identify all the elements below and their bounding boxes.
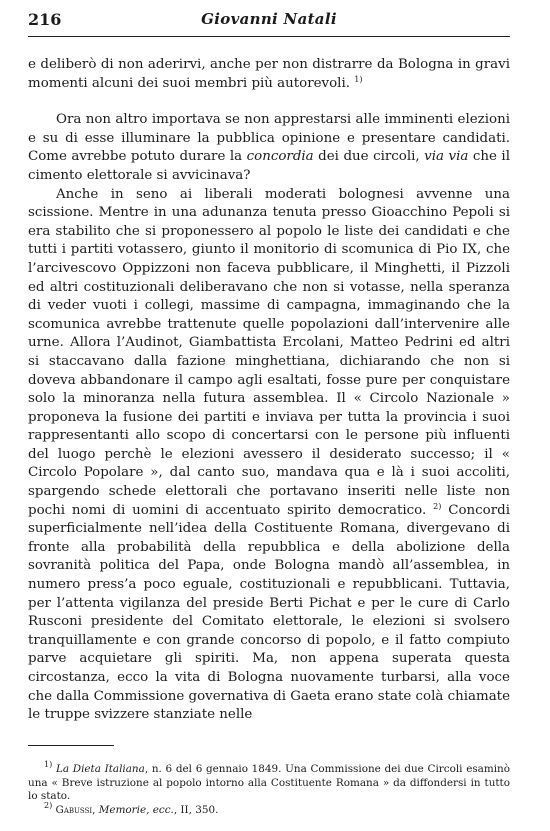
footnote-2-author: Gabussi [55, 803, 93, 816]
footnote-ref-2: 2) [433, 501, 442, 511]
emphasis-via-via: via via [424, 149, 469, 165]
page-header [28, 10, 510, 34]
emphasis-concordia: concordia [246, 149, 314, 165]
footnote-ref-1: 1) [354, 74, 363, 84]
footnote-1: $^{1)}$ La Dieta Italiana, n. 6 del 6 gennaio 1849. Una Commissione dei due Circoli esaminò una « Breve istruzione al popolo intorno alla Costituente Romana » da diffondersi in tutto lo stato. [28, 760, 511, 803]
footnote-1-title: La Dieta Italiana [55, 763, 145, 775]
footnotes [28, 760, 511, 817]
footnote-mark-1: 1) [44, 760, 53, 769]
paragraph-2: Ora non altro importava se non apprestarsi alle imminenti elezioni e su di esse illuminare la pubblica opinione e presentare candidati. Come avrebbe potuto durare la concordia dei due circoli, via via che il cimento elettorale si avvicinava? [28, 112, 510, 183]
footnote-rule [28, 745, 114, 746]
body-text [28, 56, 510, 725]
page-number: 216 [28, 10, 62, 29]
header-rule [28, 36, 510, 37]
footnote-2: $^{2)}$ Gabussi, Memorie, ecc., II, 350. [44, 800, 219, 816]
paragraph-3: Anche in seno ai liberali moderati bolognesi avvenne una scissione. Mentre in una adunanza tenuta presso Gioacchino Pepoli si era stabilito che si proponessero al popolo le liste dei candidati e che tutti i partiti votassero, giunto il monitorio di scomunica di Pio IX, che l’arcivescovo Oppizzoni non faceva pubblicare, il Minghetti, il Pizzoli ed altri costituzionali deliberavano che non si votasse, nella speranza di veder vuoti i collegi, massime di campagna, immaginando che la scomunica avrebbe trattenute quelle popolazioni dall’intervenire alle urne. Allora l’Audinot, Giambattista Ercolani, Matteo Pedrini ed altri si staccavano dalla fazione minghettiana, dichiarando che non si doveva abbandonare il campo agli esaltati, fosse pure per conquistare solo la minoranza nella futura assemblea. Il « Circolo Nazionale » proponeva la fusione dei partiti e inviava per tutta la provincia i suoi rappresentanti allo scopo di concertarsi con le persone più influenti del luogo perchè le elezioni avessero il desiderato successo; il « Circolo Popolare », dal canto suo, mandava qua e là i suoi accoliti, spargendo schede elettorali che portavano inseriti nelle liste non pochi nomi di uomini di accentuato spirito democratico. $^{2)}$ Concordi superficialmente nell’idea della Costituente Romana, divergevano di fronte alla probabilità della repubblica e della abolizione della sovranità politica del Papa, onde Bologna mandò all’assemblea, in numero press’a poco eguale, costituzionali e repubblicani. Tuttavia, per l’attenta vigilanza del preside Berti Pichat e per le cure di Carlo Rusconi presidente del Comitato elettorale, le elezioni si svolsero tranquillamente e con grande concorso di popolo, e il fatto compiuto parve acquietare gli spiriti. Ma, non appena superata questa circostanza, ecco la vita di Bologna nuovamente turbarsi, alla voce che dalla Commissione governativa di Gaeta erano state colà chiamate le truppe svizzere stanziate nelle [28, 186, 510, 723]
footnote-2-work: Memorie, ecc. [98, 803, 174, 816]
paragraph-1: e deliberò di non aderirvi, anche per non distrarre da Bologna in gravi momenti alcuni dei suoi membri più autorevoli. $^{1)}$ [28, 57, 510, 91]
footnote-mark-2: 2) [44, 800, 53, 810]
running-title: Giovanni Natali [201, 10, 337, 28]
